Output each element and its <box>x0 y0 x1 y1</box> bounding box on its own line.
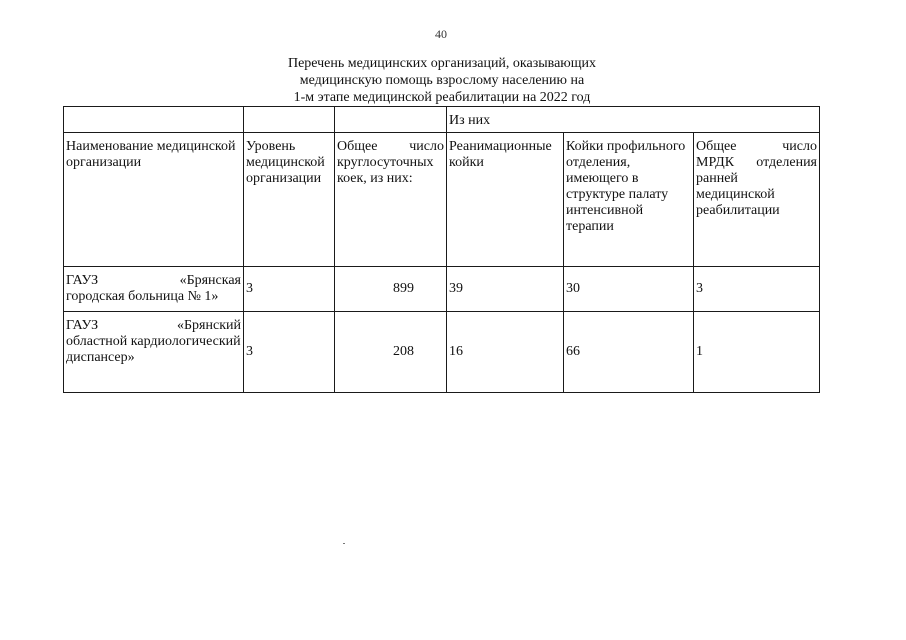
table-group-header-row <box>64 107 820 133</box>
cell-icu-beds: 39 <box>447 267 564 312</box>
cell-mrdk: 1 <box>694 312 820 393</box>
document-title <box>0 55 884 106</box>
cell-profile-beds: 30 <box>564 267 694 312</box>
title-line-3: 1-м этапе медицинской реабилитации на 2022 год <box>293 90 591 105</box>
empty-header-cell <box>64 107 244 133</box>
group-header-iz-nikh: Из них <box>447 107 820 133</box>
empty-header-cell <box>244 107 335 133</box>
scan-speck <box>343 543 345 544</box>
cell-mrdk: 3 <box>694 267 820 312</box>
cell-level: 3 <box>244 312 335 393</box>
cell-total-beds: 899 <box>335 267 447 312</box>
column-header-icu-beds: Реанимационные койки <box>447 133 564 267</box>
title-line-1: Перечень медицинских организаций, оказывающих <box>287 56 597 71</box>
column-header-profile-beds: Койки профильного отделения, имеющего в структуре палату интенсивной терапии <box>564 133 694 267</box>
total-beds-first-line: Общее число <box>337 139 444 154</box>
cell-organization-name: ГАУЗ «Брянский областной кардиологический диспансер» <box>64 312 244 393</box>
title-line-2: медицинскую помощь взрослому населению на <box>299 73 585 88</box>
column-header-mrdk: Общее число МРДК отделения ранней медицинской реабилитации <box>694 133 820 267</box>
empty-header-cell <box>335 107 447 133</box>
table-row <box>64 267 820 312</box>
column-header-level: Уровень медицинской организации <box>244 133 335 267</box>
cell-profile-beds: 66 <box>564 312 694 393</box>
table-row <box>64 312 820 393</box>
table-header-row <box>64 133 820 267</box>
column-header-total-beds: Общее число круглосуточных коек, из них: <box>335 133 447 267</box>
cell-total-beds: 208 <box>335 312 447 393</box>
page-number: 40 <box>435 27 447 41</box>
mrdk-first-line: Общее число <box>696 139 817 154</box>
medical-organizations-table <box>63 106 820 393</box>
cell-organization-name: ГАУЗ «Брянская городская больница № 1» <box>64 267 244 312</box>
column-header-name: Наименование медицинской организации <box>64 133 244 267</box>
cell-icu-beds: 16 <box>447 312 564 393</box>
cell-level: 3 <box>244 267 335 312</box>
